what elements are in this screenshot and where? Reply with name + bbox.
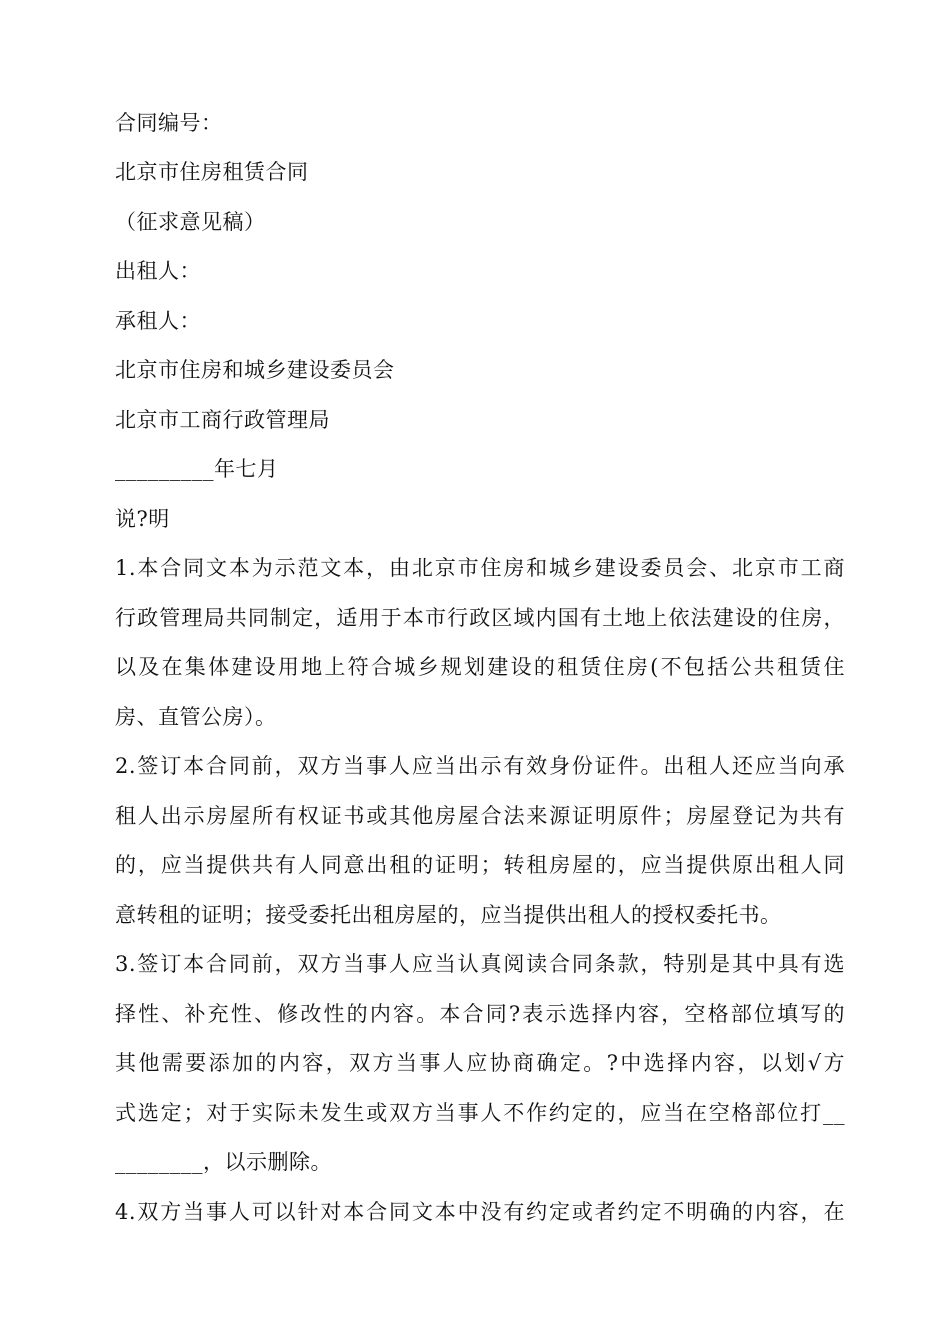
date-line: _________年七月 xyxy=(115,457,279,481)
issuer-housing-commission: 北京市住房和城乡建设委员会 xyxy=(115,358,395,382)
paragraph-3-line: 择性、补充性、修改性的内容。本合同?表示选择内容，空格部位填写的 xyxy=(115,1002,845,1026)
paragraph-1-line: 行政管理局共同制定，适用于本市行政区域内国有土地上依法建设的住房， xyxy=(115,606,845,630)
paragraph-2-line: 的，应当提供共有人同意出租的证明；转租房屋的，应当提供原出租人同 xyxy=(115,853,845,877)
paragraph-2-line: 租人出示房屋所有权证书或其他房屋合法来源证明原件；房屋登记为共有 xyxy=(115,804,845,828)
explanation-heading: 说?明 xyxy=(115,507,170,531)
contract-title: 北京市住房租赁合同 xyxy=(115,160,309,184)
paragraph-3-line: 3.签订本合同前，双方当事人应当认真阅读合同条款，特别是其中具有选 xyxy=(115,952,845,976)
lessee-label: 承租人： xyxy=(115,309,201,333)
paragraph-3-line: ________，以示删除。 xyxy=(115,1150,332,1174)
issuer-commerce-bureau: 北京市工商行政管理局 xyxy=(115,408,330,432)
paragraph-4-line: 4.双方当事人可以针对本合同文本中没有约定或者约定不明确的内容，在 xyxy=(115,1200,845,1224)
contract-number-label: 合同编号： xyxy=(115,111,223,135)
lessor-label: 出租人： xyxy=(115,259,201,283)
paragraph-1-line: 以及在集体建设用地上符合城乡规划建设的租赁住房(不包括公共租赁住 xyxy=(115,655,845,679)
draft-note: （征求意见稿） xyxy=(115,210,266,234)
paragraph-2-line: 意转租的证明；接受委托出租房屋的，应当提供出租人的授权委托书。 xyxy=(115,903,782,927)
paragraph-1-line: 1.本合同文本为示范文本，由北京市住房和城乡建设委员会、北京市工商 xyxy=(115,556,845,580)
paragraph-3-line: 其他需要添加的内容，双方当事人应协商确定。?中选择内容，以划√方 xyxy=(115,1051,845,1075)
paragraph-3-line: 式选定；对于实际未发生或双方当事人不作约定的，应当在空格部位打__ xyxy=(115,1101,845,1125)
paragraph-1-line: 房、直管公房）。 xyxy=(115,705,277,729)
paragraph-2-line: 2.签订本合同前，双方当事人应当出示有效身份证件。出租人还应当向承 xyxy=(115,754,845,778)
